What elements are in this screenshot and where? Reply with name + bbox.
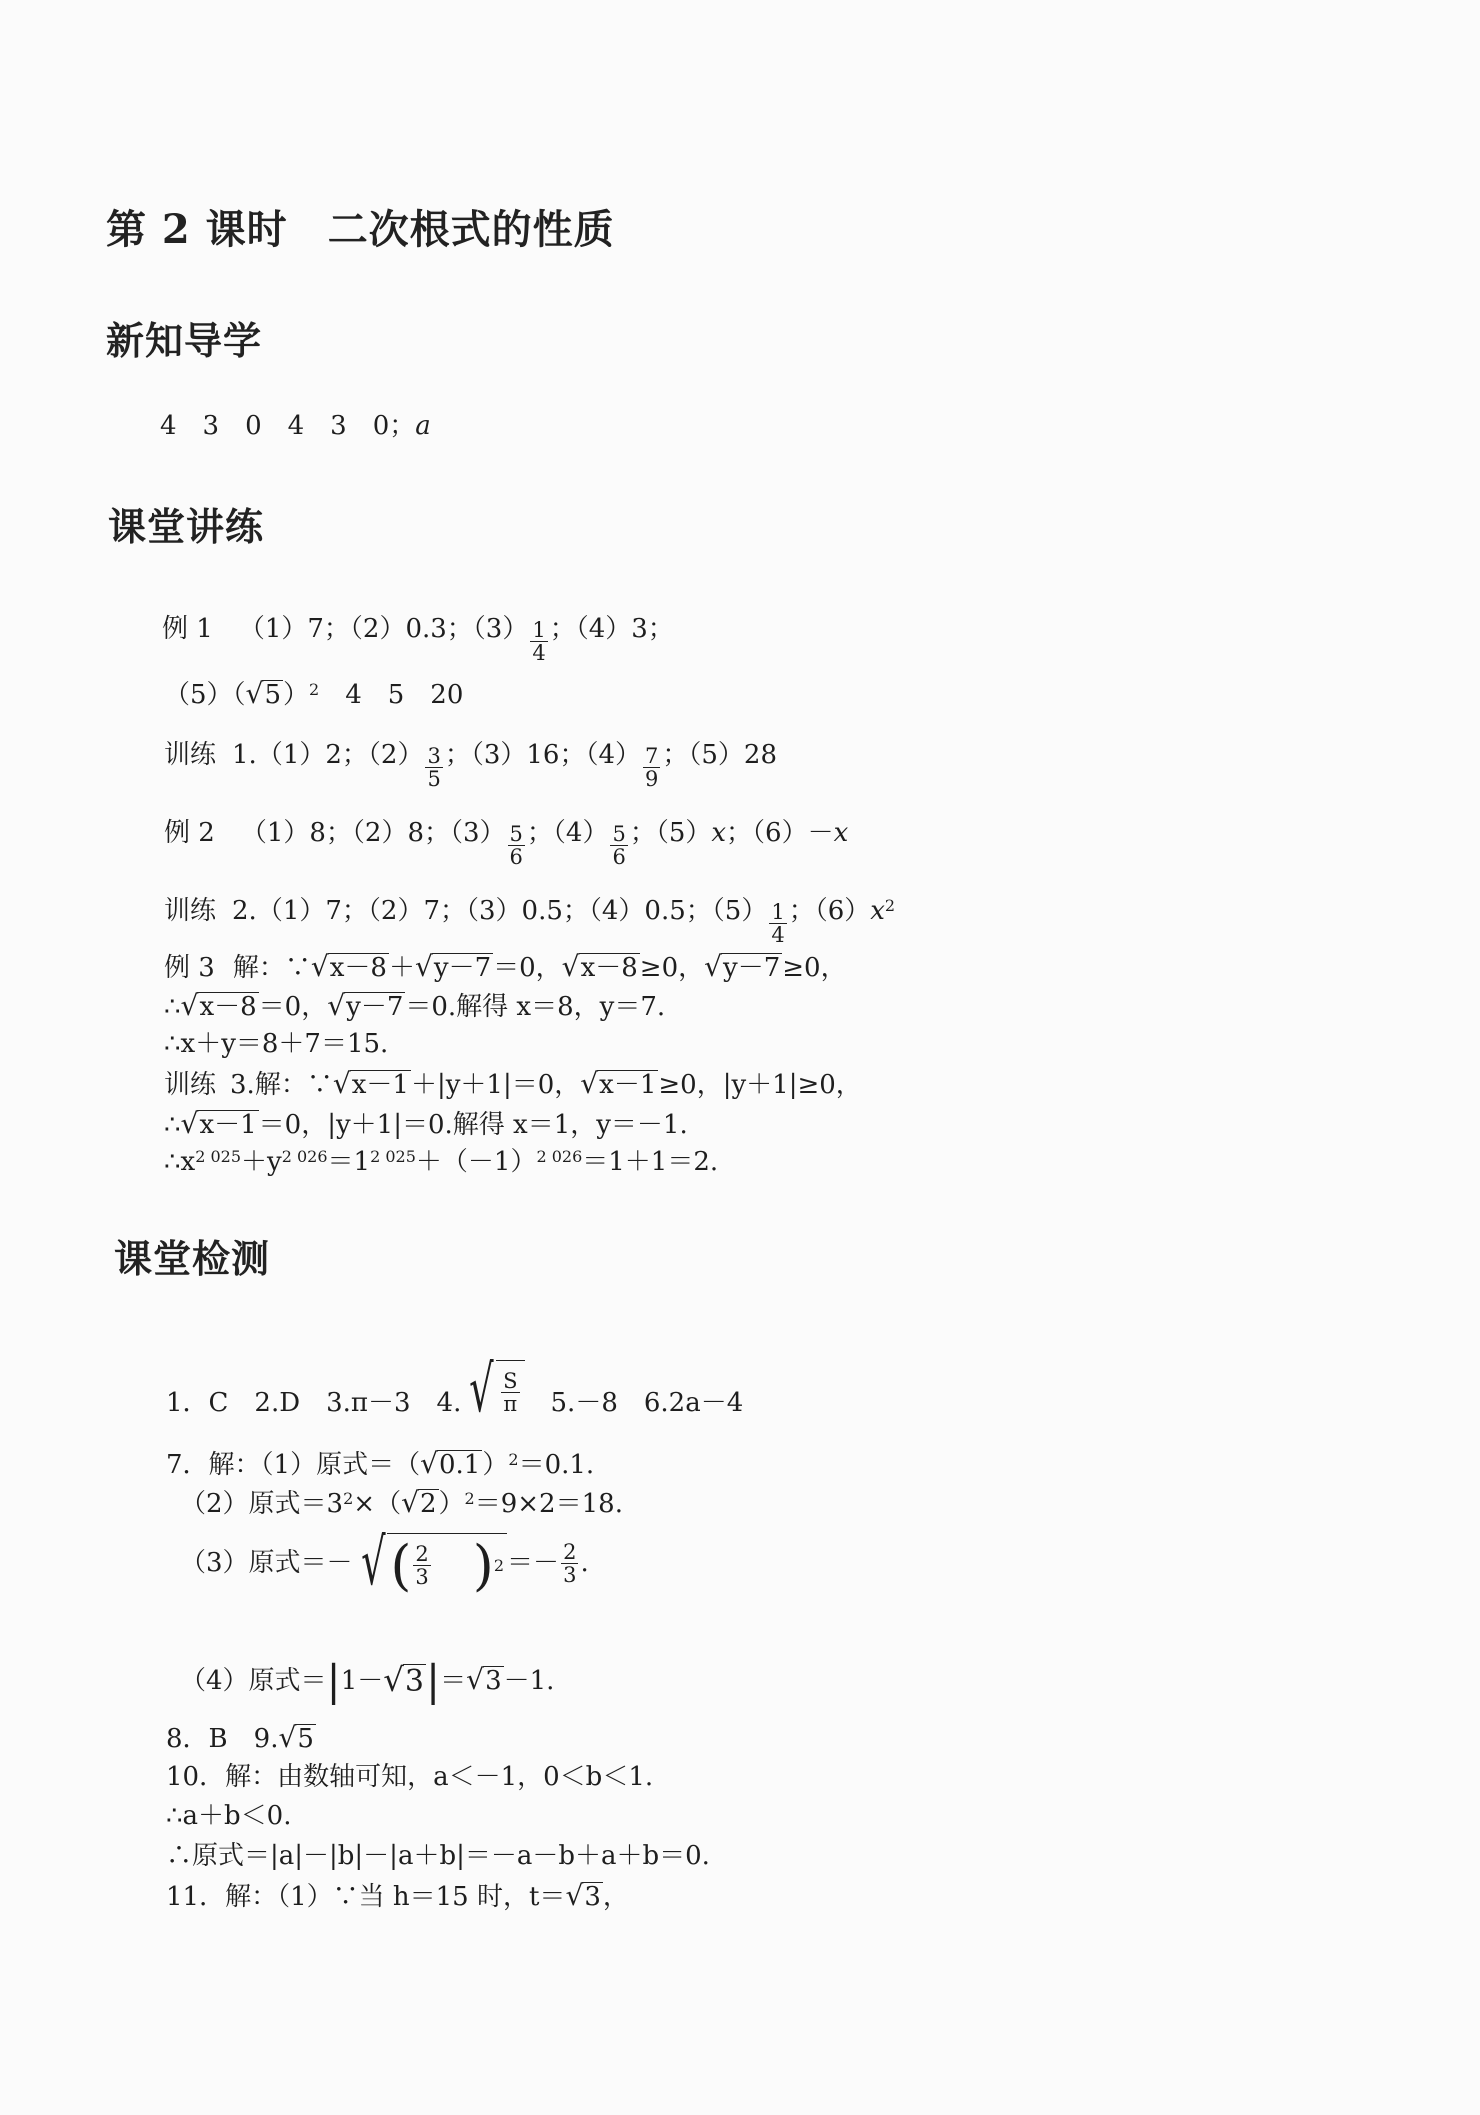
example-1-line-2: （5）（ √ 5 ）$^2$ 4 5 20 — [164, 677, 464, 710]
fraction: $\frac{2}{3}$ — [563, 1539, 577, 1587]
test-q7-part-1: 7．解：（1）原式＝（ √ 0.1 ）$^2$＝0.1. — [166, 1447, 595, 1480]
training-label: 训练 — [164, 896, 217, 926]
training-label: 训练 — [164, 740, 217, 770]
example-3-line-2: ∴ √ x－8 ＝0， √ y－7 ＝0.解得 x＝8，y＝7. — [164, 989, 666, 1022]
fraction: $\frac{S}{\pi}$ — [503, 1369, 518, 1417]
fraction: $\frac{7}{9}$ — [645, 744, 659, 792]
training-3-line-3: $\therefore x^{2 025}+y^{2 026}=1^{2 025}+(-1)^{2 026}=1+1=2$. — [164, 1147, 719, 1177]
radical: √ y－7 — [704, 950, 781, 983]
radical: √ 3 — [383, 1661, 424, 1699]
radical: √ 2 — [401, 1486, 437, 1519]
fraction: $\frac{1}{4}$ — [771, 900, 785, 948]
radical: √ x－1 — [580, 1067, 657, 1100]
radical: √ 5 — [278, 1721, 314, 1754]
test-q7-part-4: （4）原式＝ | 1－ √ 3 | ＝ √ 3 －1. — [180, 1656, 555, 1705]
fraction: $\frac{2}{3}$ — [415, 1542, 429, 1590]
radical: √ $\frac{S}{\pi}$ — [461, 1360, 524, 1421]
test-q8-q9: 8．B 9. √ 5 — [166, 1721, 314, 1754]
section-heading-new-knowledge: 新知导学 — [106, 318, 263, 363]
test-q10-line-2: ∴a＋b＜0. — [166, 1801, 292, 1831]
example-3-line-1: 例 3 解：∵ √ x－8 ＋ √ y－7 ＝0， √ x－8 ≥0， √ y－7 ≥0， — [164, 950, 847, 983]
radical: √ y－7 — [414, 950, 492, 983]
lesson-number: 第 2 课时 — [106, 206, 288, 253]
training-2: 训练 2.（1）7；（2）7；（3）0.5；（4）0.5；（5） $\frac{1}{4}$ ；$(6)x^2$ — [164, 896, 896, 948]
radical: √ x－8 — [561, 950, 638, 983]
radical: √ x－1 — [332, 1067, 409, 1100]
training-1: 训练 1.（1）2；（2） $\frac{3}{5}$ ；（3）16；（4） $\frac{7}{9}$ ；（5）28 — [164, 740, 778, 792]
training-3-line-1: 训练 3.解：∵ √ x－1 ＋|y＋1|＝0， √ x－1 ≥0，|y＋1|≥0， — [164, 1067, 862, 1100]
radical: √ y－7 — [327, 989, 404, 1022]
example-3-label: 例 3 — [164, 953, 215, 983]
test-q11: 11．解：（1）∵当 h＝15 时，t＝ √ 3 ， — [166, 1879, 629, 1912]
example-2-label: 例 2 — [164, 818, 215, 848]
example-2: 例 2 （1）8；（2）8；（3） $\frac{5}{6}$ ；（4） $\frac{5}{6}$ ；（5）x；（6）－x — [164, 818, 849, 870]
example-1-label: 例 1 — [162, 614, 213, 644]
page-title — [106, 198, 615, 255]
training-label: 训练 — [164, 1070, 217, 1100]
radical: √ ( $\frac{2}{3}$ ) 2 — [353, 1533, 508, 1594]
section-heading-classroom: 课堂讲练 — [108, 504, 265, 549]
fraction: $\frac{1}{4}$ — [532, 618, 546, 666]
test-q10-line-1: 10．解：由数轴可知，a＜－1，0＜b＜1. — [166, 1762, 654, 1792]
fraction: $\frac{5}{6}$ — [612, 822, 626, 870]
section-heading-test: 课堂检测 — [114, 1236, 271, 1281]
fraction: $\frac{3}{5}$ — [427, 744, 441, 792]
radical: √ 5 — [245, 677, 281, 710]
test-answers-1-6: 1．C 2.D 3.π－3 4. √ $\frac{S}{\pi}$ 5.－8 6.2a－4 — [166, 1353, 744, 1427]
radical: √ 3 — [565, 1879, 601, 1912]
radical: √ 0.1 — [420, 1447, 481, 1480]
example-1-line-1: 例 1 （1）7；（2）0.3；（3） $\frac{1}{4}$ ；（4）3； — [162, 614, 674, 666]
test-q7-part-3: （3）原式＝－ √ ( $\frac{2}{3}$ ) 2 ＝－ $\frac{2}{3}$ . — [180, 1526, 589, 1600]
radical: √ x－8 — [180, 989, 257, 1022]
radical: √ x－1 — [180, 1107, 257, 1140]
test-q7-part-2: （2）原式$=3^2\times$（ √ 2 ）$^2$＝9×2＝18. — [180, 1486, 623, 1519]
test-q10-line-3: ∴原式＝|a|－|b|－|a＋b|＝－a－b＋a＋b＝0. — [166, 1841, 710, 1871]
lesson-topic: 二次根式的性质 — [327, 206, 615, 253]
new-knowledge-answer: 4 3 0 4 3 0；a — [160, 411, 431, 441]
training-3-line-2: ∴ √ x－1 ＝0，|y＋1|＝0.解得 x＝1，y＝－1. — [164, 1107, 688, 1140]
radical: √ 3 — [466, 1663, 502, 1697]
radical: √ x－8 — [310, 950, 387, 983]
fraction: $\frac{5}{6}$ — [509, 822, 523, 870]
example-3-line-3: ∴x＋y＝8＋7＝15. — [164, 1029, 389, 1059]
